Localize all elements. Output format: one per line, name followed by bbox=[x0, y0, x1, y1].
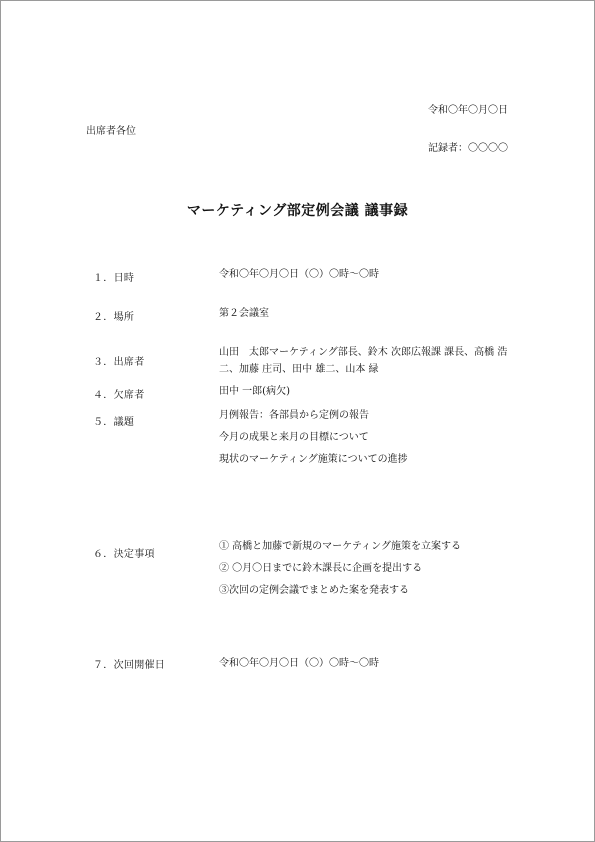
minutes-items bbox=[1, 1, 594, 841]
recorder: 記録者：〇〇〇〇 bbox=[428, 143, 508, 154]
item-label-decisions: ６．決定事項 bbox=[93, 549, 155, 560]
item-value-absentees: 田中 一郎(病欠) bbox=[219, 386, 290, 397]
item-value-attendees: 山田 太郎マーケティング部長、鈴木 次郎広報課 課長、高橋 浩二、加藤 庄司、田中 雄二、山本 緑 bbox=[219, 347, 508, 375]
item-value-next-meeting: 令和〇年〇月〇日（〇）〇時～〇時 bbox=[219, 658, 379, 669]
agenda-line: 現状のマーケティング施策についての進捗 bbox=[219, 454, 408, 465]
item-label-place: ２．場所 bbox=[93, 312, 135, 323]
decision-line: ② 〇月〇日までに鈴木課長に企画を提出する bbox=[219, 563, 423, 574]
decision-line: ③次回の定例会議でまとめた案を発表する bbox=[219, 585, 409, 596]
agenda-line: 今月の成果と来月の目標について bbox=[219, 432, 369, 443]
item-label-datetime: １．日時 bbox=[93, 273, 135, 284]
addressee: 出席者各位 bbox=[86, 126, 136, 137]
item-label-agenda: ５．議題 bbox=[93, 417, 135, 428]
item-label-next-meeting: ７．次回開催日 bbox=[93, 660, 166, 671]
decision-line: ① 高橋と加藤で新規のマーケティング施策を立案する bbox=[219, 541, 461, 552]
agenda-line: 月例報告：各部員から定例の報告 bbox=[219, 410, 369, 421]
document-title: マーケティング部定例会議 議事録 bbox=[186, 203, 409, 219]
item-value-place: 第２会議室 bbox=[219, 308, 269, 319]
item-value-datetime: 令和〇年〇月〇日（〇）〇時～〇時 bbox=[219, 269, 379, 280]
item-label-attendees: ３．出席者 bbox=[93, 357, 145, 368]
item-label-absentees: ４．欠席者 bbox=[93, 390, 145, 401]
document-date: 令和〇年〇月〇日 bbox=[428, 105, 508, 116]
